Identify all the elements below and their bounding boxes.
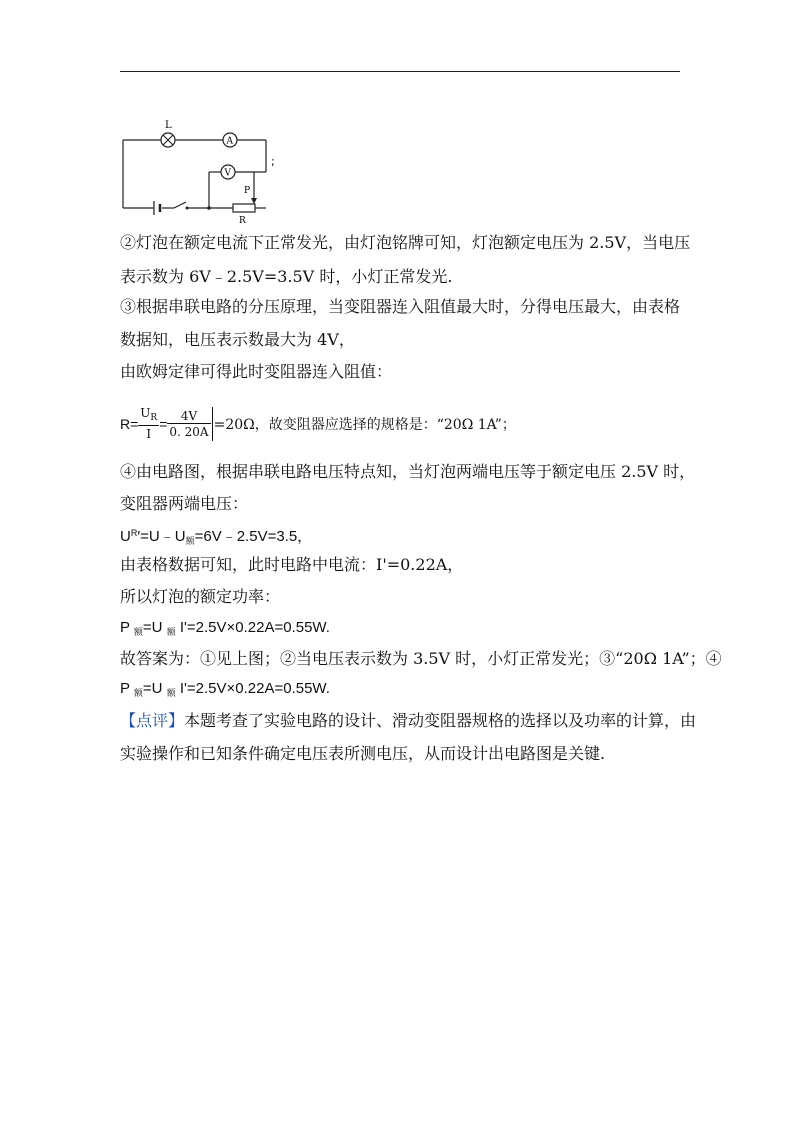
power-p: P: [120, 619, 134, 636]
formula-result: =20Ω，故变阻器应选择的规格是：“20Ω 1A”；: [213, 417, 516, 433]
ur-sub-r: R: [130, 528, 138, 538]
power-u: =U: [142, 619, 167, 636]
formula-lhs: R=: [120, 416, 139, 432]
fraction-ur-over-i: [138, 406, 159, 442]
rheostat-icon: [233, 198, 257, 212]
comment-line-1: [120, 711, 697, 731]
answer-power-p-sub: 额: [133, 688, 143, 698]
line-12: 所以灯泡的额定功率：: [120, 587, 281, 606]
voltmeter-label: V: [224, 168, 231, 179]
line-9: 变阻器两端电压：: [120, 494, 249, 513]
line-3: 表示数为 6V﹣2.5V=3.5V 时，小灯正常发光.: [120, 267, 453, 286]
answer-power-result: I'=2.5V×0.22A=0.55W.: [175, 680, 330, 697]
comment-tag: 【点评】: [120, 711, 185, 730]
line-8: ④由电路图，根据串联电路电压特点知，当灯泡两端电压等于额定电压 2.5V 时，: [120, 462, 696, 481]
line-4: ③根据串联电路的分压原理，当变阻器连入阻值最大时，分得电压最大，由表格: [120, 297, 681, 316]
answer-line: 故答案为：①见上图；②当电压表示数为 3.5V 时，小灯正常发光；③“20Ω 1A”；④: [120, 649, 722, 668]
frac1-denominator: I: [146, 427, 152, 441]
answer-power-u: =U: [142, 680, 167, 697]
ur-middle: ′=U﹣U: [137, 528, 186, 545]
lamp-label: L: [165, 120, 172, 131]
line-2: ②灯泡在额定电流下正常发光，由灯泡铭牌可知，灯泡额定电压为 2.5V，当电压: [120, 233, 691, 252]
frac1-numerator-sub: R: [150, 413, 158, 423]
power-equation: [120, 618, 690, 642]
line-11: 由表格数据可知，此时电路中电流：I'=0.22A，: [120, 555, 464, 574]
frac1-numerator: U: [140, 406, 151, 420]
comment-text: 本题考查了实验电路的设计、滑动变阻器规格的选择以及功率的计算，由: [184, 711, 697, 730]
resistance-formula: [120, 402, 516, 446]
diagram-note: ;: [271, 155, 275, 168]
rheostat-label: R: [239, 216, 246, 226]
answer-power-u-sub: 额: [166, 688, 176, 698]
ammeter-label: A: [226, 136, 233, 147]
formula-equals: =: [159, 416, 168, 432]
slider-label: P: [244, 186, 251, 196]
circuit-diagram: [118, 115, 288, 226]
power-p-sub: 额: [133, 627, 143, 637]
frac2-denominator: 0. 20A: [169, 424, 209, 439]
ur-sub-rated: 额: [185, 536, 195, 546]
power-result: I'=2.5V×0.22A=0.55W.: [175, 619, 330, 636]
frac2-numerator: 4V: [167, 409, 210, 424]
ur-u: U: [120, 528, 131, 545]
power-u-sub: 额: [166, 627, 176, 637]
header-rule: [120, 71, 680, 72]
ur-equation: [120, 523, 690, 551]
answer-power-p: P: [120, 680, 134, 697]
formula-bar: [212, 407, 213, 441]
ur-result: =6V﹣2.5V=3.5，: [194, 528, 313, 545]
answer-power-equation: [120, 679, 690, 703]
fraction-4v-over-020a: [167, 409, 210, 440]
lamp-icon: [161, 133, 175, 147]
line-6: 由欧姆定律可得此时变阻器连入阻值：: [120, 362, 393, 381]
comment-line-2: 实验操作和已知条件确定电压表所测电压，从而设计出电路图是关键.: [120, 744, 606, 763]
line-5: 数据知，电压表示数最大为 4V，: [120, 330, 355, 349]
